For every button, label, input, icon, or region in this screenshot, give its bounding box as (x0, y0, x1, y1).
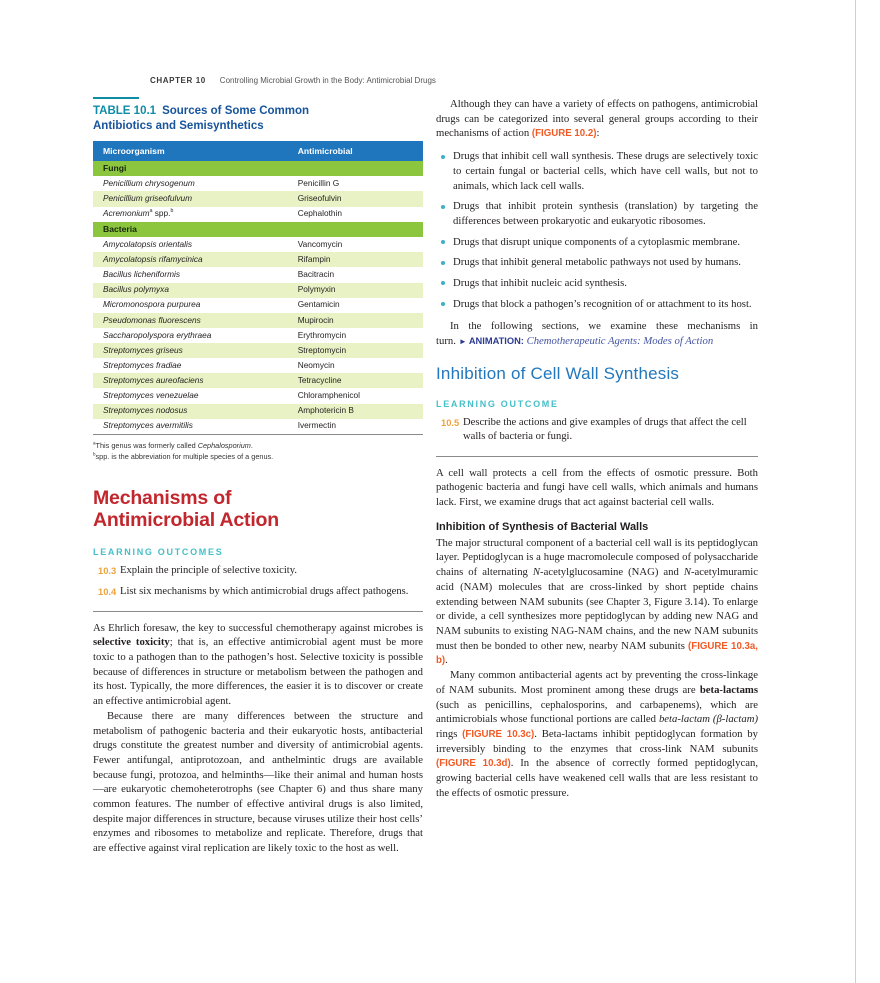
outcome-text: List six mechanisms by which antimicrobial drugs affect pathogens. (120, 586, 409, 598)
antimicrobial-cell: Tetracycline (288, 373, 423, 388)
table-row (93, 191, 423, 206)
divider-rule (93, 611, 423, 612)
learning-outcomes-list (93, 564, 423, 600)
chapter-running-title: Controlling Microbial Growth in the Body: Antimicrobial Drugs (219, 76, 436, 85)
table-footnotes (93, 434, 423, 463)
organism-cell: Pseudomonas fluorescens (93, 313, 288, 328)
heading-line-2: Antimicrobial Action (93, 508, 279, 531)
heading-line-1: Mechanisms of (93, 487, 232, 510)
table-row (93, 343, 423, 358)
mechanism-bullet: Drugs that block a pathogen’s recognition of or attachment to its host. (436, 297, 758, 312)
column-header-microorganism: Microorganism (93, 141, 288, 161)
antimicrobial-cell: Bacitracin (297, 269, 335, 280)
table-row (93, 388, 423, 403)
organism-cell: Streptomyces griseus (93, 343, 288, 358)
antimicrobial-cell: Chloramphenicol (297, 390, 360, 401)
section-label: Bacteria (93, 222, 423, 237)
chapter-label: CHAPTER 10 (150, 76, 206, 85)
footnote: $^a$This genus was formerly called Cephalosporium. (93, 440, 253, 450)
table-row (93, 373, 423, 388)
section-heading-mechanisms (93, 488, 423, 532)
organism-cell: Penicillium chrysogenum (103, 178, 195, 189)
follow-paragraph: In the following sections, we examine these mechanisms in turn. ► ANIMATION: Chemotherapeutic Agents: Modes of Action (436, 320, 758, 348)
subsection-heading: Inhibition of Synthesis of Bacterial Walls (436, 520, 649, 533)
left-column (93, 97, 423, 856)
table-title: Sources of Some Common Antibiotics and Semisynthetics (93, 105, 310, 132)
learning-outcome-label: LEARNING OUTCOME (436, 398, 559, 409)
organism-cell: Streptomyces avermitilis (103, 420, 193, 431)
antimicrobial-cell: Cephalothin (297, 208, 342, 219)
running-head (150, 76, 436, 85)
organism-cell: Amycolatopsis orientalis (103, 238, 192, 249)
section-heading-cell-wall: Inhibition of Cell Wall Synthesis (436, 363, 680, 383)
mechanism-bullet: Drugs that inhibit general metabolic pathways not used by humans. (436, 255, 758, 270)
mechanism-bullet: Drugs that inhibit cell wall synthesis. These drugs are selectively toxic to certain fungal or bacterial cells, which have cell walls, but not to animals, which lack cell walls. (436, 149, 758, 193)
animation-link[interactable]: Chemotherapeutic Agents: Modes of Action (526, 335, 714, 348)
learning-outcomes-label: LEARNING OUTCOMES (93, 546, 224, 557)
figure-reference: (FIGURE 10.2) (531, 128, 597, 140)
mechanism-bullet: Drugs that inhibit protein synthesis (translation) by targeting the differences between prokaryotic and eukaryotic ribosomes. (436, 199, 758, 228)
paragraph: Many common antibacterial agents act by preventing the cross-linkage of NAM subunits. Most prominent among these drugs are beta-lactams (such as penicillins, cephalosporins, and carbapenems), which are antimicrobials whose functional portions are called beta-lactam (β-lactam) rings (FIGURE 10.3c). Beta-lactams inhibit peptidoglycan formation by irreversibly binding to the enzymes that cross-link NAM subunits (FIGURE 10.3d). In the absence of correctly formed peptidoglycan, growing bacterial cells have weakened cell walls that are less resistant to the effects of osmotic pressure. (436, 669, 758, 799)
outcome-number: 10.4 (98, 586, 117, 598)
mechanism-bullet: Drugs that inhibit nucleic acid synthesis. (436, 276, 758, 291)
learning-outcome-item (93, 564, 423, 578)
antimicrobial-cell: Ivermectin (297, 420, 336, 431)
divider-rule (436, 456, 758, 457)
table-caption (93, 104, 369, 134)
organism-cell: Streptomyces fradiae (103, 359, 182, 370)
antibiotics-sources-table (93, 141, 423, 434)
outcome-text: Explain the principle of selective toxicity. (120, 564, 297, 576)
table-row (93, 207, 423, 222)
table-row (93, 267, 423, 282)
organism-cell: Acremonium$^a$ spp.$^b$ (103, 208, 174, 219)
paragraph: As Ehrlich foresaw, the key to successful chemotherapy against microbes is selective toxicity; that is, an effective antimicrobial agent must be more toxic to a pathogen than to the pathogen’s host. Selective toxicity is possible because of differences in structure or metabolism between the pathogen and its host. Typically, the more differences, the easier it is to discover or create an effective antimicrobial agent. (93, 621, 423, 708)
organism-cell: Penicillium griseofulvum (93, 191, 288, 206)
figure-reference: (FIGURE 10.3a, b) (436, 640, 758, 667)
paragraph: A cell wall protects a cell from the effects of osmotic pressure. Both pathogenic bacteria and fungi have cell walls, which animals and humans lack. First, we examine drugs that act against bacterial cell walls. (436, 466, 758, 509)
table-label: TABLE 10.1 (93, 105, 157, 117)
antimicrobial-cell: Neomycin (297, 359, 335, 370)
mechanism-bullet-list (436, 149, 758, 311)
antibiotics-table-block (93, 97, 423, 463)
table-row (93, 358, 423, 373)
organism-cell: Amycolatopsis rifamycinica (93, 252, 288, 267)
animation-label: ANIMATION: (468, 336, 524, 347)
table-row (93, 283, 423, 298)
antimicrobial-cell: Amphotericin B (288, 404, 423, 419)
two-column-layout (93, 97, 758, 856)
table-row (93, 237, 423, 252)
table-section-row (93, 222, 423, 237)
antimicrobial-cell: Polymyxin (288, 283, 423, 298)
antimicrobial-cell: Griseofulvin (288, 191, 423, 206)
mechanism-bullet: Drugs that disrupt unique components of a cytoplasmic membrane. (436, 235, 758, 250)
table-row (93, 419, 423, 434)
outcome-text: Describe the actions and give examples of drugs that affect the cell walls of bacteria or fungi. (463, 416, 747, 443)
antimicrobial-cell: Rifampin (288, 252, 423, 267)
table-caption-rule (93, 97, 139, 99)
left-paragraphs (93, 621, 423, 856)
right-body (436, 466, 758, 801)
antimicrobial-cell: Penicillin G (297, 178, 340, 189)
learning-outcome-item (436, 416, 758, 445)
page-edge-line (855, 0, 856, 983)
paragraph: Because there are many differences between the structure and metabolism of pathogenic bacteria and their eukaryotic hosts, antibacterial drugs constitute the greatest number and diversity of antimicrobial agents. Fewer antifungal, antiprotozoan, and anthelmintic drugs are available because fungi, protozoa, and helminths—like their animal and human hosts—are eukaryotic chemoheterotrophs (see Chapter 6) and thus share many common features. The number of effective antiviral drugs is also limited, despite major differences in structure, because viruses utilize their host cells’ enzymes and ribosomes to metabolize and replicate. Therefore, drugs that are effective against viral replication are likely toxic to the host as well. (93, 709, 423, 855)
table-header-row (93, 141, 423, 161)
table-body (93, 161, 423, 434)
organism-cell: Micromonospora purpurea (103, 299, 201, 310)
table-section-row (93, 161, 423, 176)
section-label: Fungi (93, 161, 423, 176)
table-row (93, 313, 423, 328)
play-triangle-icon: ► (458, 337, 467, 347)
table-row (93, 176, 423, 191)
organism-cell: Saccharopolyspora erythraea (103, 329, 212, 340)
table-row (93, 328, 423, 343)
table-row (93, 404, 423, 419)
organism-cell: Bacillus polymyxa (93, 283, 288, 298)
antimicrobial-cell: Streptomycin (288, 343, 423, 358)
table-row (93, 252, 423, 267)
learning-outcome-item (93, 585, 423, 599)
figure-reference: (FIGURE 10.3c) (462, 728, 535, 740)
antimicrobial-cell: Erythromycin (297, 329, 347, 340)
organism-cell: Bacillus licheniformis (103, 269, 181, 280)
organism-cell: Streptomyces aureofaciens (93, 373, 288, 388)
antimicrobial-cell: Mupirocin (288, 313, 423, 328)
organism-cell: Streptomyces nodosus (93, 404, 288, 419)
outcome-number: 10.5 (441, 416, 460, 428)
antimicrobial-cell: Gentamicin (297, 299, 340, 310)
figure-reference: (FIGURE 10.3d) (436, 758, 511, 770)
learning-outcomes-list (436, 416, 758, 445)
outcome-number: 10.3 (98, 564, 117, 576)
antimicrobial-cell: Vancomycin (297, 238, 343, 249)
intro-paragraph: Although they can have a variety of effects on pathogens, antimicrobial drugs can be categorized into several general groups according to their mechanisms of action (FIGURE 10.2): (436, 98, 758, 140)
table-row (93, 298, 423, 313)
paragraph: The major structural component of a bacterial cell wall is its peptidoglycan layer. Peptidoglycan is a huge macromolecule composed of polysaccharide chains of alternating N-acetylglucosamine (NAG) and N-acetylmuramic acid (NAM) molecules that are cross-linked by short peptide chains extending between NAM subunits (see Chapter 3, Figure 3.14). To enlarge or divide, a cell synthesizes more peptidoglycan by adding new NAG and NAM subunits to existing NAG-NAM chains, and the new NAM subunits must then be bonded to other new, nearby NAM subunits (FIGURE 10.3a, b). (436, 536, 759, 667)
right-column (436, 97, 758, 856)
organism-cell: Streptomyces venezuelae (103, 390, 199, 401)
column-header-antimicrobial: Antimicrobial (288, 141, 423, 161)
footnote: $^b$spp. is the abbreviation for multiple species of a genus. (93, 452, 274, 462)
